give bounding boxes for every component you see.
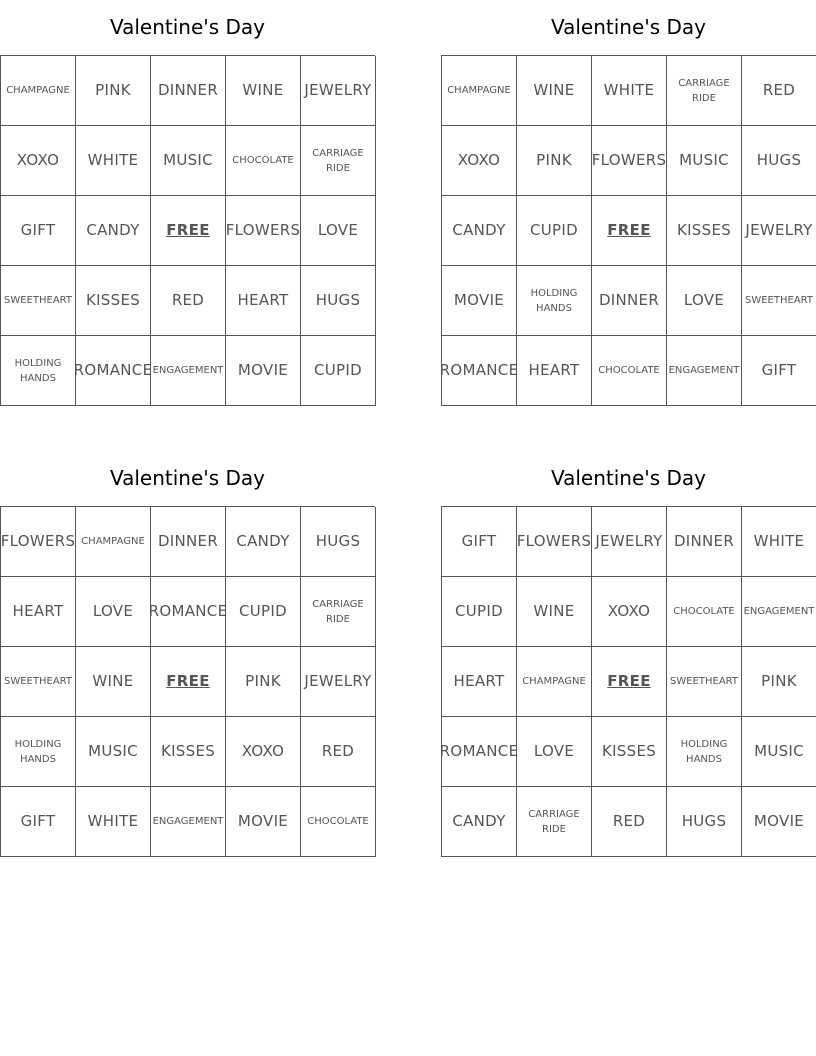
bingo-cell: XOXO: [226, 717, 301, 787]
bingo-cell: ENGAGEMENT: [151, 336, 226, 406]
bingo-cell: HUGS: [301, 266, 376, 336]
bingo-cell: KISSES: [592, 717, 667, 787]
bingo-card: [441, 12, 816, 406]
bingo-cell: XOXO: [592, 577, 667, 647]
bingo-cell: CUPID: [517, 196, 592, 266]
bingo-cell: WINE: [517, 577, 592, 647]
bingo-cell: PINK: [517, 126, 592, 196]
bingo-cell: LOVE: [301, 196, 376, 266]
bingo-cell: JEWELRY: [301, 647, 376, 717]
bingo-grid: [441, 55, 816, 406]
bingo-grid: [441, 506, 816, 857]
bingo-cell: SWEETHEART: [1, 647, 76, 717]
card-title: Valentine's Day: [109, 15, 266, 39]
bingo-cell: LOVE: [667, 266, 742, 336]
bingo-cell: RED: [301, 717, 376, 787]
bingo-cell: RED: [592, 787, 667, 857]
bingo-cell: XOXO: [442, 126, 517, 196]
bingo-cell: JEWELRY: [592, 507, 667, 577]
bingo-cell: CANDY: [442, 196, 517, 266]
bingo-cell: CUPID: [226, 577, 301, 647]
bingo-cell: CARRIAGE RIDE: [301, 577, 376, 647]
bingo-cell: CHOCOLATE: [301, 787, 376, 857]
bingo-cell: HEART: [517, 336, 592, 406]
bingo-cell: SWEETHEART: [667, 647, 742, 717]
bingo-cell: CHOCOLATE: [226, 126, 301, 196]
free-space-cell: FREE: [151, 647, 226, 717]
bingo-cell: MUSIC: [76, 717, 151, 787]
bingo-cell: HUGS: [742, 126, 816, 196]
bingo-cell: RED: [742, 56, 816, 126]
bingo-cell: RED: [151, 266, 226, 336]
bingo-cell: PINK: [226, 647, 301, 717]
free-space-cell: FREE: [151, 196, 226, 266]
bingo-cell: CUPID: [442, 577, 517, 647]
bingo-cell: CHAMPAGNE: [517, 647, 592, 717]
bingo-cell: MOVIE: [226, 787, 301, 857]
bingo-cell: CANDY: [76, 196, 151, 266]
bingo-cell: WINE: [517, 56, 592, 126]
bingo-cell: KISSES: [76, 266, 151, 336]
bingo-cell: KISSES: [151, 717, 226, 787]
bingo-cell: GIFT: [1, 787, 76, 857]
bingo-cell: HUGS: [301, 507, 376, 577]
bingo-cell: ENGAGEMENT: [742, 577, 816, 647]
bingo-cell: WHITE: [742, 507, 816, 577]
bingo-cell: ROMANCE: [442, 336, 517, 406]
bingo-cell: JEWELRY: [742, 196, 816, 266]
bingo-cell: WHITE: [76, 787, 151, 857]
card-title: Valentine's Day: [109, 466, 266, 490]
bingo-cell: ROMANCE: [442, 717, 517, 787]
bingo-cell: HEART: [226, 266, 301, 336]
bingo-cell: WHITE: [592, 56, 667, 126]
bingo-cell: CHAMPAGNE: [1, 56, 76, 126]
card-title: Valentine's Day: [550, 15, 707, 39]
bingo-cell: GIFT: [742, 336, 816, 406]
bingo-cell: LOVE: [76, 577, 151, 647]
bingo-cell: CARRIAGE RIDE: [517, 787, 592, 857]
bingo-cell: SWEETHEART: [742, 266, 816, 336]
bingo-cell: FLOWERS: [517, 507, 592, 577]
bingo-cell: WINE: [226, 56, 301, 126]
bingo-cell: SWEETHEART: [1, 266, 76, 336]
bingo-cell: ENGAGEMENT: [667, 336, 742, 406]
bingo-cell: CANDY: [226, 507, 301, 577]
bingo-cell: CARRIAGE RIDE: [301, 126, 376, 196]
bingo-cell: LOVE: [517, 717, 592, 787]
bingo-cell: HEART: [442, 647, 517, 717]
bingo-cell: KISSES: [667, 196, 742, 266]
bingo-cell: HOLDING HANDS: [517, 266, 592, 336]
bingo-cell: FLOWERS: [226, 196, 301, 266]
bingo-cell: HOLDING HANDS: [1, 336, 76, 406]
bingo-cell: PINK: [742, 647, 816, 717]
bingo-cell: ENGAGEMENT: [151, 787, 226, 857]
free-space-cell: FREE: [592, 196, 667, 266]
bingo-cell: MOVIE: [442, 266, 517, 336]
bingo-card: [0, 463, 375, 857]
bingo-cell: DINNER: [151, 56, 226, 126]
bingo-cell: CHOCOLATE: [592, 336, 667, 406]
bingo-cell: DINNER: [592, 266, 667, 336]
bingo-cell: FLOWERS: [592, 126, 667, 196]
bingo-cell: ROMANCE: [76, 336, 151, 406]
bingo-card: [441, 463, 816, 857]
bingo-cell: HEART: [1, 577, 76, 647]
bingo-cell: HOLDING HANDS: [667, 717, 742, 787]
bingo-grid: [0, 55, 375, 406]
bingo-cell: MOVIE: [226, 336, 301, 406]
bingo-cell: HOLDING HANDS: [1, 717, 76, 787]
bingo-cell: DINNER: [151, 507, 226, 577]
bingo-cell: XOXO: [1, 126, 76, 196]
bingo-cell: PINK: [76, 56, 151, 126]
bingo-cell: CUPID: [301, 336, 376, 406]
bingo-cell: WINE: [76, 647, 151, 717]
bingo-cell: MUSIC: [151, 126, 226, 196]
bingo-cell: CHAMPAGNE: [442, 56, 517, 126]
bingo-cell: GIFT: [442, 507, 517, 577]
bingo-cell: MUSIC: [742, 717, 816, 787]
card-title: Valentine's Day: [550, 466, 707, 490]
free-space-cell: FREE: [592, 647, 667, 717]
bingo-cell: GIFT: [1, 196, 76, 266]
bingo-cell: JEWELRY: [301, 56, 376, 126]
bingo-cell: CARRIAGE RIDE: [667, 56, 742, 126]
bingo-cell: CHOCOLATE: [667, 577, 742, 647]
bingo-cell: CHAMPAGNE: [76, 507, 151, 577]
bingo-card: [0, 12, 375, 406]
bingo-cell: MUSIC: [667, 126, 742, 196]
bingo-cell: MOVIE: [742, 787, 816, 857]
bingo-grid: [0, 506, 375, 857]
bingo-cell: HUGS: [667, 787, 742, 857]
bingo-cell: DINNER: [667, 507, 742, 577]
bingo-cell: FLOWERS: [1, 507, 76, 577]
bingo-cell: ROMANCE: [151, 577, 226, 647]
bingo-cell: CANDY: [442, 787, 517, 857]
bingo-cell: WHITE: [76, 126, 151, 196]
